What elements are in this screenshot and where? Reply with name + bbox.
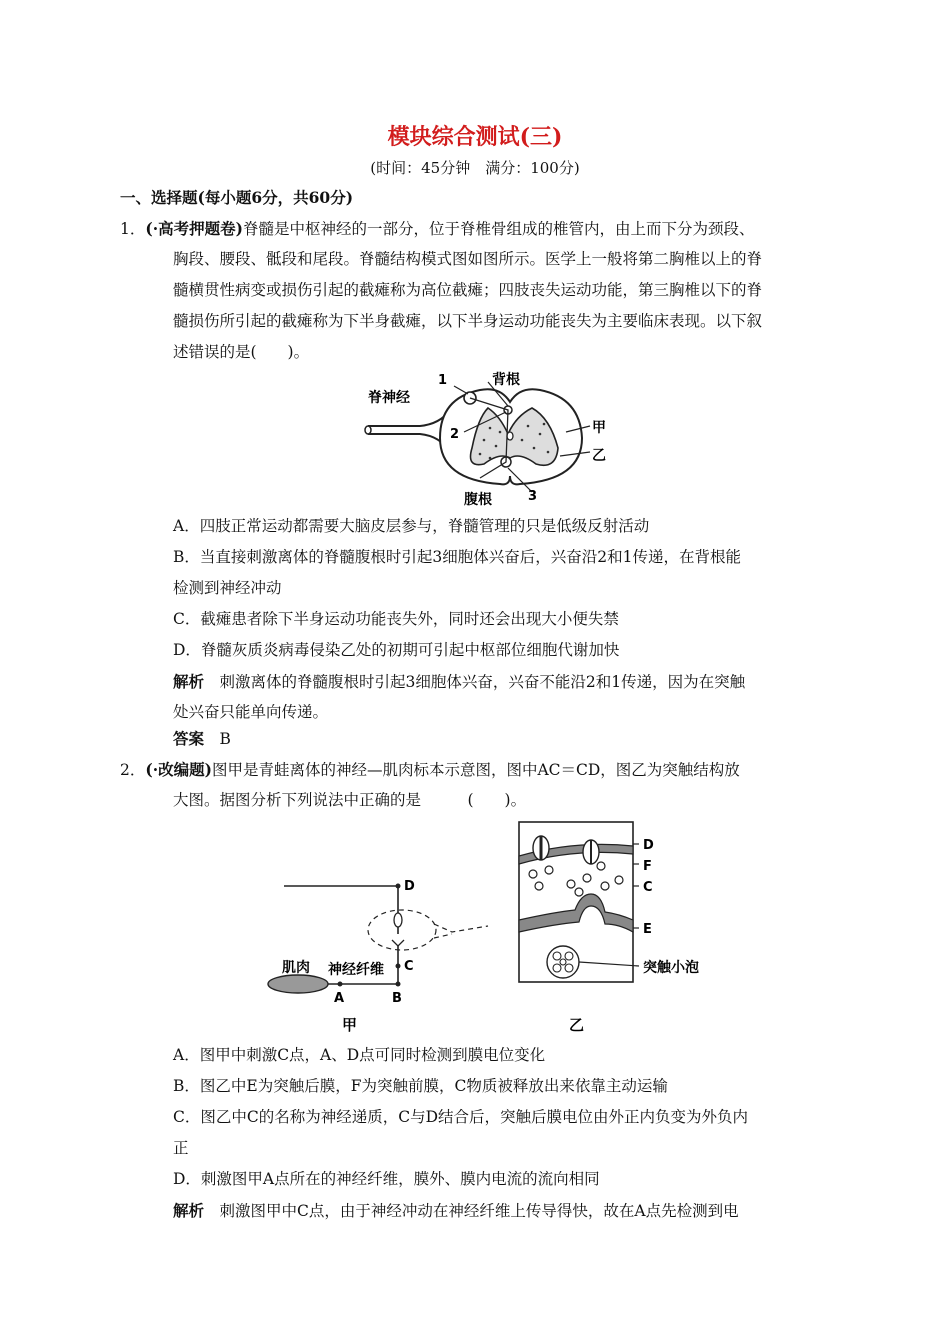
- label-jia: 甲: [592, 420, 606, 436]
- q1-text-line: 髓损伤所引起的截瘫称为下半身截瘫，以下半身运动功能丧失为主要临床表现。以下叙: [173, 312, 763, 330]
- q2-number: 2．: [120, 761, 146, 779]
- q1-answer-value: B: [219, 730, 231, 748]
- label-jia: 甲: [342, 1016, 358, 1034]
- q1-analysis: [173, 666, 823, 698]
- label-2: 2: [450, 427, 460, 442]
- label-c: C: [404, 959, 414, 974]
- q2-analysis: [173, 1195, 823, 1227]
- spinal-cord-diagram: [360, 368, 620, 508]
- label-vesicle: 突触小泡: [643, 960, 699, 976]
- label-ventral-root: 腹根: [464, 492, 492, 508]
- label-3: 3: [528, 489, 538, 504]
- synapse-dendrite: [392, 940, 404, 946]
- section-heading: 一、选择题(每小题6分，共60分): [120, 188, 354, 207]
- q1-number: 1．: [120, 220, 146, 238]
- q1-answer: [173, 723, 823, 755]
- q2-text-line: 大图。据图分析下列说法中正确的是 ( )。: [173, 791, 527, 809]
- exam-info: (时间：45分钟 满分：100分): [370, 159, 580, 177]
- label-spinal-nerve: 脊神经: [368, 390, 410, 406]
- q2-option-c-cont: 正: [173, 1139, 189, 1157]
- q2-option-c: C．图乙中C的名称为神经递质，C与D结合后，突触后膜电位由外正内负变为外负内: [173, 1108, 749, 1126]
- q2-source: (·改编题): [145, 760, 212, 779]
- leader-1: [454, 386, 468, 394]
- label-f: F: [643, 859, 652, 874]
- q1-text-line: 脊髓是中枢神经的一部分，位于脊椎骨组成的椎管内，由上而下分为颈段、: [242, 220, 755, 238]
- label-a: A: [334, 991, 345, 1006]
- synapse-diagram: [515, 820, 745, 1036]
- q1-option-a: A．四肢正常运动都需要大脑皮层参与，脊髓管理的只是低级反射活动: [173, 517, 650, 535]
- q1-analysis-label: 解析: [173, 672, 205, 691]
- label-d: D: [404, 879, 415, 894]
- nerve-end: [365, 426, 371, 434]
- synapse-terminal: [394, 913, 402, 927]
- q1-answer-label: 答案: [173, 729, 205, 748]
- point-c: [396, 964, 401, 969]
- q2-option-a: A．图甲中刺激C点，A、D点可同时检测到膜电位变化: [173, 1046, 546, 1064]
- q2-text-line: 图甲是青蛙离体的神经—肌肉标本示意图，图中AC＝CD，图乙为突触结构放: [211, 761, 740, 779]
- point-a: [338, 982, 343, 987]
- q2-analysis-text: 刺激图甲中C点，由于神经冲动在神经纤维上传导得快，故在A点先检测到电: [219, 1202, 739, 1220]
- point-d: [396, 884, 401, 889]
- q2-first-line: [120, 754, 820, 786]
- label-fiber: 神经纤维: [328, 962, 384, 978]
- q1-option-c: C．截瘫患者除下半身运动功能丧失外，同时还会出现大小便失禁: [173, 610, 619, 628]
- q2-option-d: D．刺激图甲A点所在的神经纤维，膜外、膜内电流的流向相同: [173, 1170, 600, 1188]
- q1-analysis-text: 刺激离体的脊髓腹根时引起3细胞体兴奋，兴奋不能沿2和1传递，因为在突触: [219, 673, 746, 691]
- muscle-shape: [268, 975, 328, 993]
- label-yi: 乙: [592, 448, 606, 464]
- q2-option-b: B．图乙中E为突触后膜，F为突触前膜，C物质被释放出来依靠主动运输: [173, 1077, 668, 1095]
- q2-analysis-label: 解析: [173, 1201, 205, 1220]
- label-dorsal-root: 背根: [492, 372, 520, 388]
- nerve-muscle-diagram: [262, 870, 492, 1036]
- label-1: 1: [438, 373, 448, 388]
- page-title: 模块综合测试(三): [387, 124, 563, 150]
- q1-analysis-cont: 处兴奋只能单向传递。: [173, 703, 329, 721]
- point-b: [396, 982, 401, 987]
- label-muscle: 肌肉: [282, 960, 310, 976]
- q1-text-line: 髓横贯性病变或损伤引起的截瘫称为高位截瘫；四肢丧失运动功能，第三胸椎以下的脊: [173, 281, 763, 299]
- q1-option-d: D．脊髓灰质炎病毒侵染乙处的初期可引起中枢部位细胞代谢加快: [173, 641, 620, 659]
- label-e: E: [643, 922, 652, 937]
- zoom-ellipse: [368, 910, 436, 950]
- q1-text-line: 述错误的是( )。: [173, 343, 310, 361]
- label-b: B: [392, 991, 402, 1006]
- q1-option-b: B．当直接刺激离体的脊髓腹根时引起3细胞体兴奋后，兴奋沿2和1传递，在背根能: [173, 548, 741, 566]
- q1-first-line: [120, 213, 820, 245]
- label-yi: 乙: [569, 1016, 585, 1034]
- zoom-pointer: [434, 924, 488, 938]
- central-canal: [507, 432, 513, 440]
- q1-source: (·高考押题卷): [145, 219, 243, 238]
- q1-text-line: 胸段、腰段、骶段和尾段。脊髓结构模式图如图所示。医学上一般将第二胸椎以上的脊: [173, 250, 763, 268]
- label-d: D: [643, 838, 654, 853]
- label-c: C: [643, 880, 653, 895]
- q1-option-b-cont: 检测到神经冲动: [173, 579, 282, 597]
